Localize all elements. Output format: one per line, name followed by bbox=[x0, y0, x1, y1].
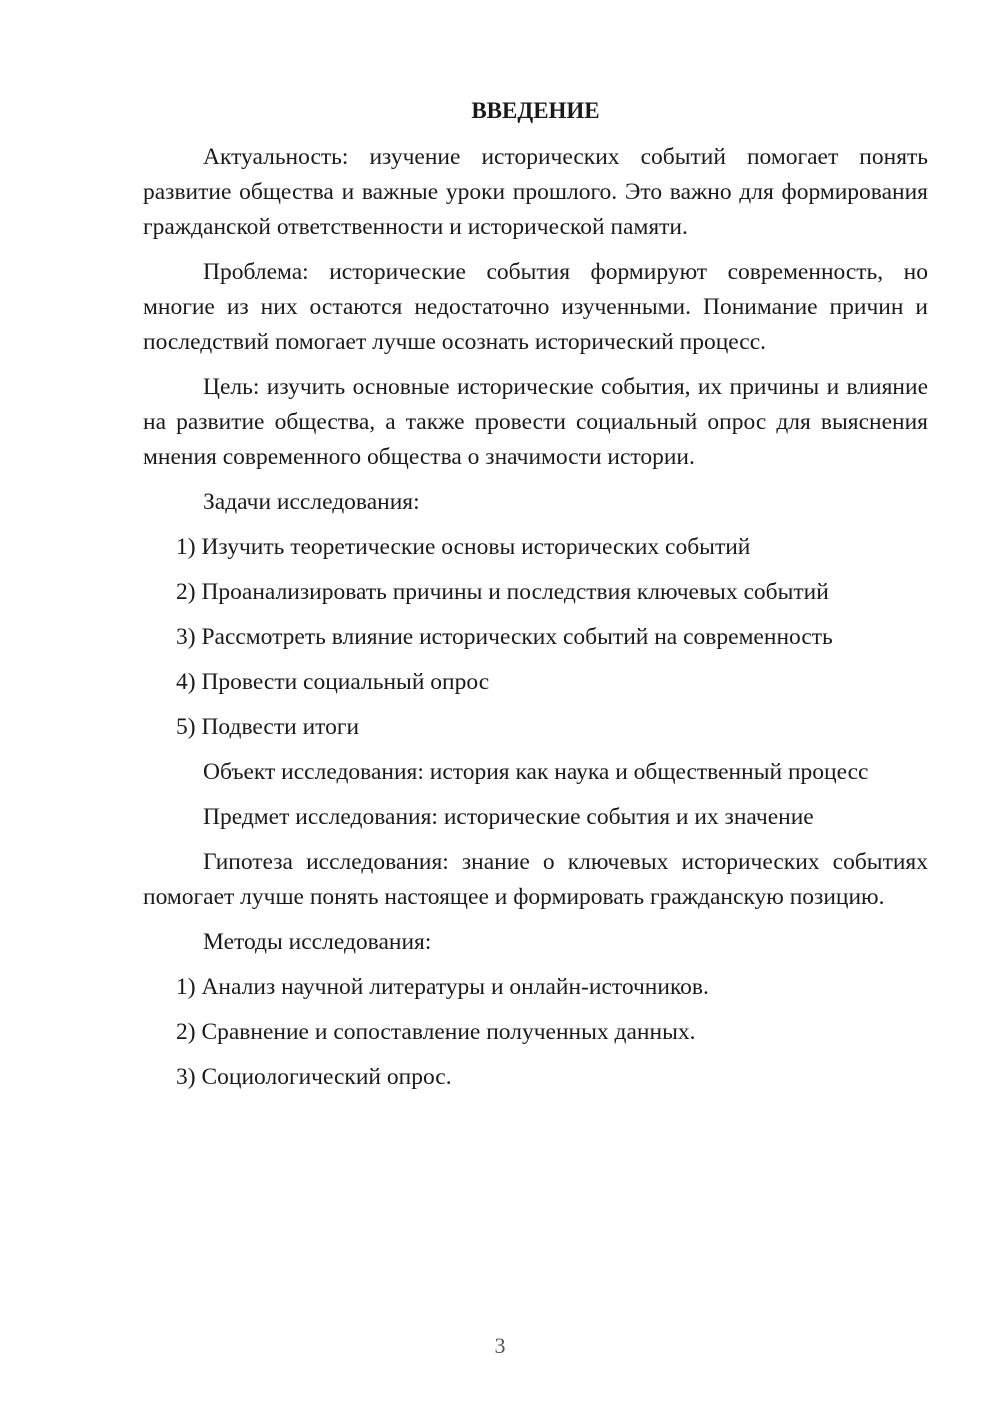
method-item: 3) Социологический опрос. bbox=[176, 1064, 452, 1090]
subject-line: Предмет исследования: исторические события и их значение bbox=[203, 804, 814, 830]
task-item: 1) Изучить теоретические основы исторических событий bbox=[176, 534, 751, 560]
section-title: ВВЕДЕНИЕ bbox=[471, 98, 600, 123]
methods-heading: Методы исследования: bbox=[203, 929, 432, 955]
tasks-heading: Задачи исследования: bbox=[203, 489, 420, 515]
task-item: 5) Подвести итоги bbox=[176, 714, 360, 740]
goal-paragraph: Цель: изучить основные исторические события, их причины и влияние на развитие общества, а также провести социальный опрос для выяснения мнения современного общества о значимости истории. bbox=[143, 374, 928, 470]
object-line: Объект исследования: история как наука и общественный процесс bbox=[203, 759, 869, 785]
task-item: 4) Провести социальный опрос bbox=[176, 669, 490, 695]
relevance-paragraph: Актуальность: изучение исторических событий помогает понять развитие общества и важные уроки прошлого. Это важно для формирования гражданской ответственности и исторической памяти. bbox=[143, 144, 928, 240]
document-page bbox=[143, 94, 928, 1105]
task-item: 3) Рассмотреть влияние исторических событий на современность bbox=[176, 624, 833, 650]
problem-paragraph: Проблема: исторические события формируют современность, но многие из них остаются недостаточно изученными. Понимание причин и последствий помогает лучше осознать исторический процесс. bbox=[143, 259, 928, 355]
method-item: 1) Анализ научной литературы и онлайн-источников. bbox=[176, 974, 709, 1000]
task-item: 2) Проанализировать причины и последствия ключевых событий bbox=[176, 579, 829, 605]
page-number: 3 bbox=[494, 1333, 506, 1358]
method-item: 2) Сравнение и сопоставление полученных данных. bbox=[176, 1019, 696, 1045]
hypothesis-paragraph: Гипотеза исследования: знание о ключевых исторических событиях помогает лучше понять настоящее и формировать гражданскую позицию. bbox=[143, 849, 928, 910]
